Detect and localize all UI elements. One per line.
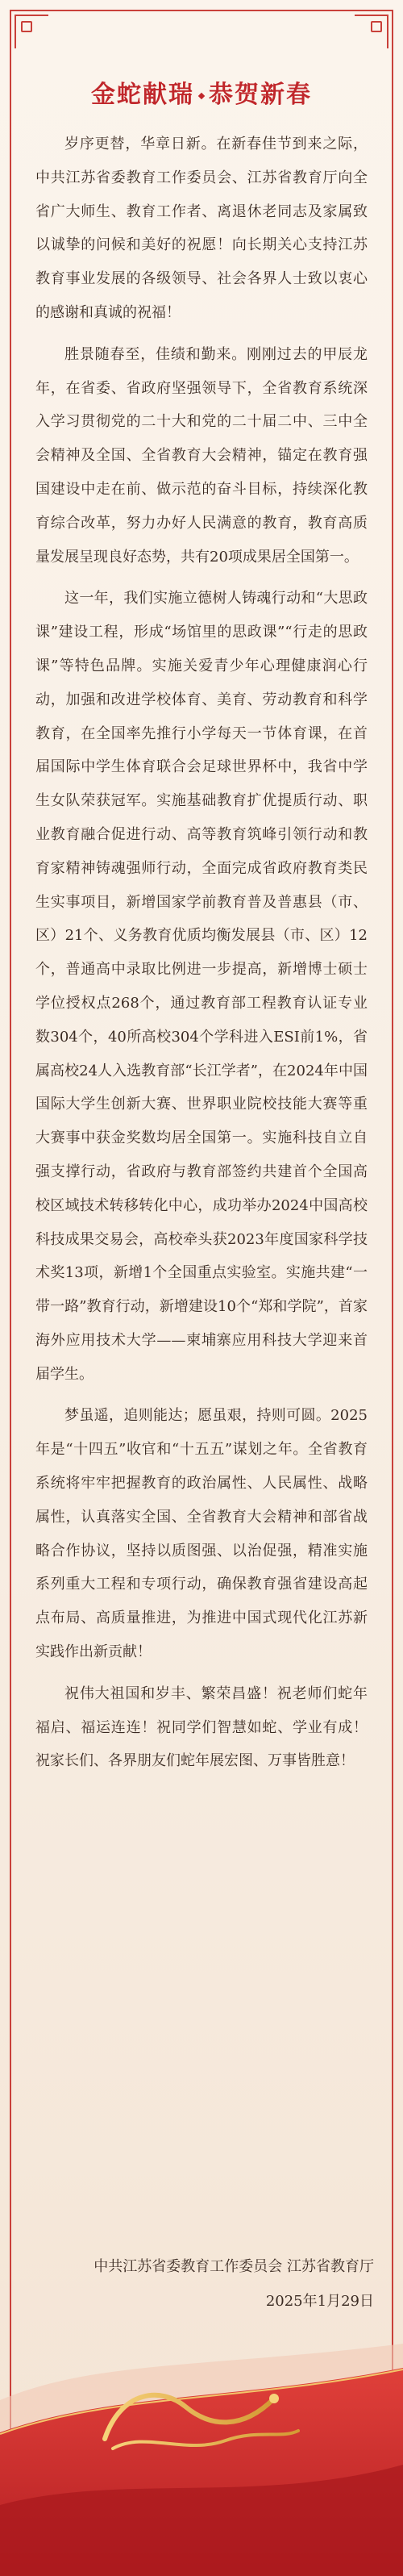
title-right: 恭贺新春 — [209, 81, 312, 109]
paragraph-greeting: 岁序更替，华章日新。在新春佳节到来之际，中共江苏省委教育工作委员会、江苏省教育厅向全省广大师生、教育工作者、离退休老同志及家属致以诚挚的问候和美好的祝愿！向长期关心支持江苏教育事业发展的各级领导、社会各界人士致以衷心的感谢和真诚的祝福！ — [35, 136, 368, 321]
golden-snake-logo — [89, 2374, 314, 2463]
corner-ornament-top-right — [355, 15, 388, 48]
signature-organizations: 中共江苏省委教育工作委员会 江苏省教育厅 — [93, 2258, 374, 2275]
title-left: 金蛇献瑞 — [91, 81, 194, 109]
paragraph-blessings: 祝伟大祖国和岁丰、繁荣昌盛！祝老师们蛇年福启、福运连连！祝同学们智慧如蛇、学业有成！祝家长们、各界朋友们蛇年展宏图、万事皆胜意！ — [35, 1685, 368, 1770]
letter-body — [35, 127, 368, 1783]
paragraph-year-review: 这一年，我们实施立德树人铸魂行动和“大思政课”建设工程，形成“场馆里的思政课”“行走的思政课”等特色品牌。实施关爱青少年心理健康润心行动，加强和改进学校体育、美育、劳动教育和科学教育，在全国率先推行小学每天一节体育课，在首届国际中学生体育联合会足球世界杯中，我省中学生女队荣获冠军。实施基础教育扩优提质行动、职业教育融合促进行动、高等教育筑峰引领行动和教育家精神铸魂强师行动，全面完成省政府教育类民生实事项目，新增国家学前教育普及普惠县（市、区）21个、义务教育优质均衡发展县（市、区）12个，普通高中录取比例进一步提高，新增博士硕士学位授权点268个，通过教育部工程教育认证专业数304个，40所高校304个学科进入ESI前1%，省属高校24人入选教育部“长江学者”，在2024年中国国际大学生创新大赛、世界职业院校技能大赛等重大赛事中获金奖数均居全国第一。实施科技自立自强支撑行动，省政府与教育部签约共建首个全国高校区域技术转移转化中心，成功举办2024中国高校科技成果交易会，高校牵头获2023年度国家科学技术奖13项，新增1个全国重点实验室。实施共建“一带一路”教育行动，新增建设10个“郑和学院”，首家海外应用技术大学——柬埔寨应用科技大学迎来首届学生。 — [35, 590, 368, 1383]
signature-date: 2025年1月29日 — [265, 2293, 374, 2310]
page-title — [0, 74, 403, 110]
corner-ornament-top-left — [15, 15, 48, 48]
paragraph-achievements-overview: 胜景随春至，佳绩和勤来。刚刚过去的甲辰龙年，在省委、省政府坚强领导下，全省教育系统深入学习贯彻党的二十大和党的二十届二中、三中全会精神及全国、全省教育大会精神，锚定在教育强国建设中走在前、做示范的奋斗目标，持续深化教育综合改革，努力办好人民满意的教育，教育高质量发展呈现良好态势，共有20项成果居全国第一。 — [35, 345, 368, 566]
paragraph-outlook-2025: 梦虽遥，追则能达；愿虽艰，持则可圆。2025年是“十四五”收官和“十五五”谋划之年。全省教育系统将牢牢把握教育的政治属性、人民属性、战略属性，认真落实全国、全省教育大会精神和部省战略合作协议，坚持以质图强、以治促强，精准实施系列重大工程和专项行动，确保教育强省建设高起点布局、高质量推进，为推进中国式现代化江苏新实践作出新贡献！ — [35, 1407, 368, 1661]
title-separator-dot — [198, 93, 205, 99]
footer-banner — [0, 2344, 403, 2576]
